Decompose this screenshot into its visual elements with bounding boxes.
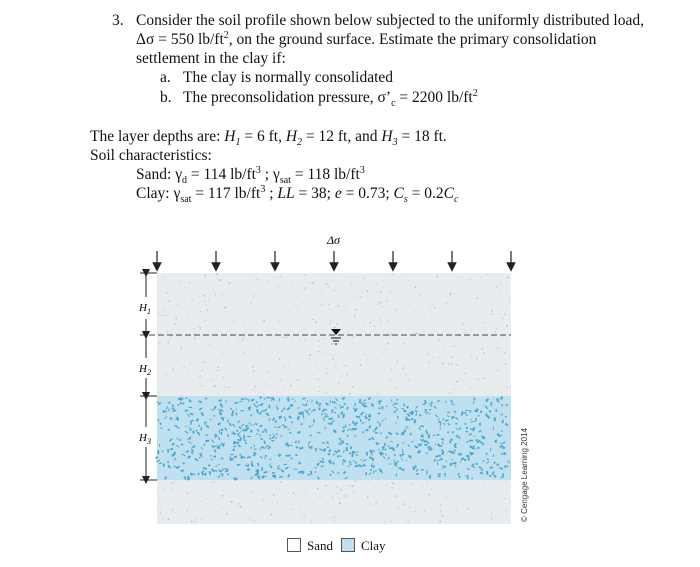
problem-line-2: Δσ = 550 $lb/ft^2$, on the ground surface. Estimate the primary consolidation [136, 29, 597, 48]
problem-part-a: The clay is normally consolidated [183, 69, 394, 86]
h2-label: $H_2$ [139, 363, 151, 377]
problem-number: 3. [112, 12, 124, 29]
legend-sand: Sand [287, 538, 333, 554]
h1-label: $H_1$ [139, 302, 151, 316]
clay-swatch [341, 538, 355, 552]
clay-properties: Clay: $\gamma_{sat} = 117$ $lb/ft^3$ ; LL = 38; e = 0.73; $C_s = 0.2C_c$ [136, 183, 459, 206]
legend-clay: Clay [341, 538, 386, 554]
copyright-credit: © Cengage Learning 2014 [520, 428, 529, 522]
load-arrows [157, 251, 511, 267]
problem-line-1: Consider the soil profile shown below subjected to the uniformly distributed load, [136, 12, 644, 29]
soil-heading: Soil characteristics: [90, 147, 212, 164]
h3-label: $H_3$ [139, 432, 151, 446]
sand-properties: Sand: $\gamma_d = 114$ $lb/ft^3$ ; $\gamma_{sat} = 118$ $lb/ft^3$ [136, 164, 365, 187]
problem-part-b-label: b. [160, 89, 172, 106]
load-label: Δσ [327, 233, 340, 247]
problem-part-b: The preconsolidation pressure, $\sigma’_c = 2200$ $lb/ft^2$ [183, 87, 478, 110]
problem-part-a-label: a. [160, 69, 171, 86]
layer-depths: The layer depths are: $H_1 = 6$ ft, $H_2 = 12$ ft, and $H_3 = 18$ ft. [90, 128, 447, 149]
problem-line-3: settlement in the clay if: [136, 50, 286, 67]
sand-swatch [287, 538, 301, 552]
clay-layer [157, 396, 511, 480]
